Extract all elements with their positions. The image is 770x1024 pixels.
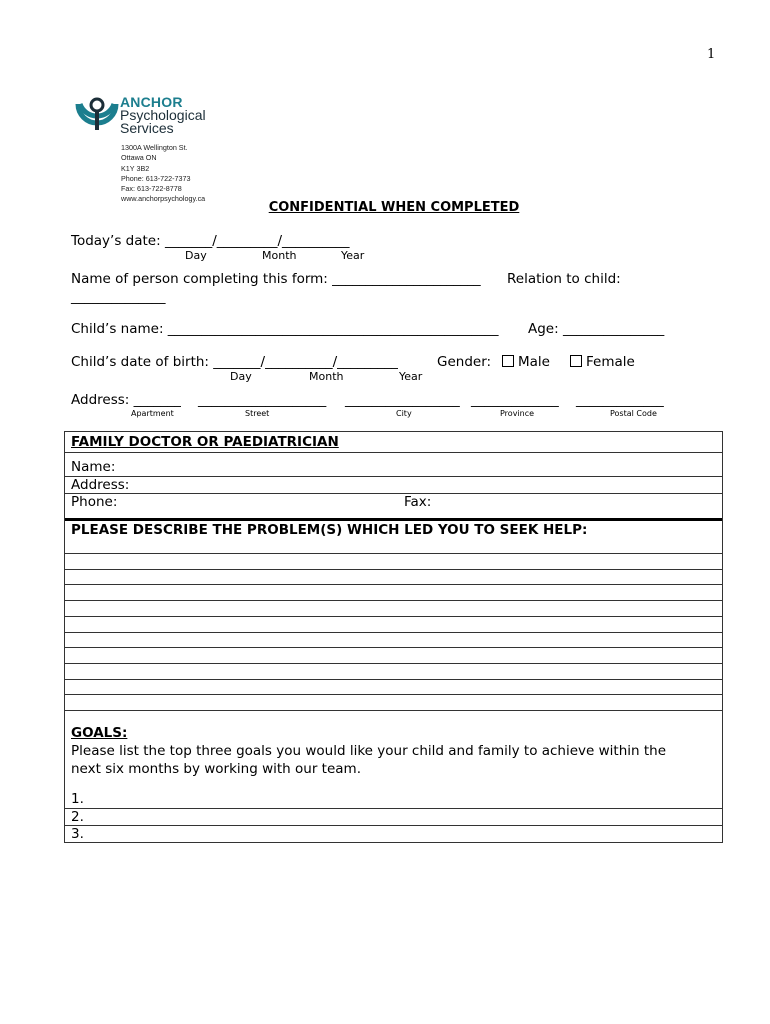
- male-option[interactable]: [502, 354, 550, 370]
- form-table: [64, 431, 723, 843]
- relation-label: Relation to child:: [507, 271, 621, 287]
- male-label: Male: [518, 354, 550, 370]
- address-line: www.anchorpsychology.ca: [121, 194, 206, 204]
- street-caption: Street: [245, 409, 270, 418]
- female-option[interactable]: [570, 354, 635, 370]
- doctor-phone-field[interactable]: Phone:: [71, 494, 118, 510]
- problem-line[interactable]: [65, 694, 722, 695]
- postal-code-field[interactable]: _____________: [576, 392, 664, 408]
- completing-person-field[interactable]: Name of person completing this form: ______________________: [71, 271, 481, 287]
- anchor-logo-icon: [74, 94, 120, 136]
- problem-line[interactable]: [65, 632, 722, 633]
- city-field[interactable]: _________________: [345, 392, 460, 408]
- problem-line[interactable]: [65, 647, 722, 648]
- month-caption: Month: [262, 249, 297, 262]
- clinic-address: [121, 143, 205, 205]
- postal-code-caption: Postal Code: [610, 409, 657, 418]
- gender-label: Gender:: [437, 354, 492, 370]
- problem-line[interactable]: [65, 600, 722, 601]
- dob-month-caption: Month: [309, 370, 344, 383]
- page-number: 1: [707, 47, 716, 62]
- address-line: 1300A Wellington St.: [121, 143, 188, 152]
- province-caption: Province: [500, 409, 535, 418]
- problem-line[interactable]: [65, 616, 722, 617]
- relation-field[interactable]: ______________: [71, 289, 166, 305]
- address-line: Fax: 613-722-8778: [121, 184, 182, 194]
- doctor-section-heading: FAMILY DOCTOR OR PAEDIATRICIAN: [71, 434, 339, 450]
- child-name-field[interactable]: Child’s name: _________________________________________________: [71, 321, 499, 337]
- problem-line[interactable]: [65, 663, 722, 664]
- day-caption: Day: [185, 249, 207, 262]
- address-line: K1Y 3B2: [121, 163, 150, 173]
- goals-instructions: Please list the top three goals you would like your child and family to achieve within the next six months by working with our team.: [71, 743, 667, 777]
- form-title: CONFIDENTIAL WHEN COMPLETED: [268, 200, 520, 215]
- problem-line[interactable]: [65, 569, 722, 570]
- age-field[interactable]: Age: _______________: [528, 321, 665, 337]
- doctor-fax-field[interactable]: Fax:: [404, 494, 432, 510]
- brand-line-3: Services: [120, 120, 174, 136]
- apartment-field[interactable]: Address: _______: [71, 392, 181, 408]
- doctor-address-field[interactable]: Address:: [71, 477, 130, 493]
- province-field[interactable]: _____________: [471, 392, 559, 408]
- problem-line[interactable]: [65, 584, 722, 585]
- goals-heading: GOALS:: [71, 725, 128, 741]
- address-line: Phone: 613-722-7373: [121, 173, 191, 183]
- brand-name: ANCHOR: [120, 94, 183, 110]
- dob-day-caption: Day: [230, 370, 252, 383]
- goal-item-3[interactable]: 3.: [71, 826, 84, 842]
- male-checkbox[interactable]: [502, 355, 514, 367]
- city-caption: City: [396, 409, 412, 418]
- problem-line[interactable]: [65, 710, 722, 711]
- dob-year-caption: Year: [399, 370, 423, 383]
- problem-section-heading: PLEASE DESCRIBE THE PROBLEM(S) WHICH LED YOU TO SEEK HELP:: [71, 522, 588, 538]
- apartment-caption: Apartment: [131, 409, 174, 418]
- todays-date-field[interactable]: Today’s date: _______/_________/__________: [71, 233, 350, 249]
- problem-line[interactable]: [65, 679, 722, 680]
- female-checkbox[interactable]: [570, 355, 582, 367]
- year-caption: Year: [341, 249, 365, 262]
- dob-field[interactable]: Child’s date of birth: _______/__________/_________: [71, 354, 398, 370]
- doctor-name-field[interactable]: Name:: [71, 459, 116, 475]
- street-field[interactable]: ___________________: [198, 392, 327, 408]
- goal-item-1[interactable]: 1.: [71, 791, 84, 807]
- goal-item-2[interactable]: 2.: [71, 809, 84, 825]
- brand-line-2: Psychological: [120, 107, 206, 123]
- female-label: Female: [586, 354, 635, 370]
- address-line: Ottawa ON: [121, 153, 157, 163]
